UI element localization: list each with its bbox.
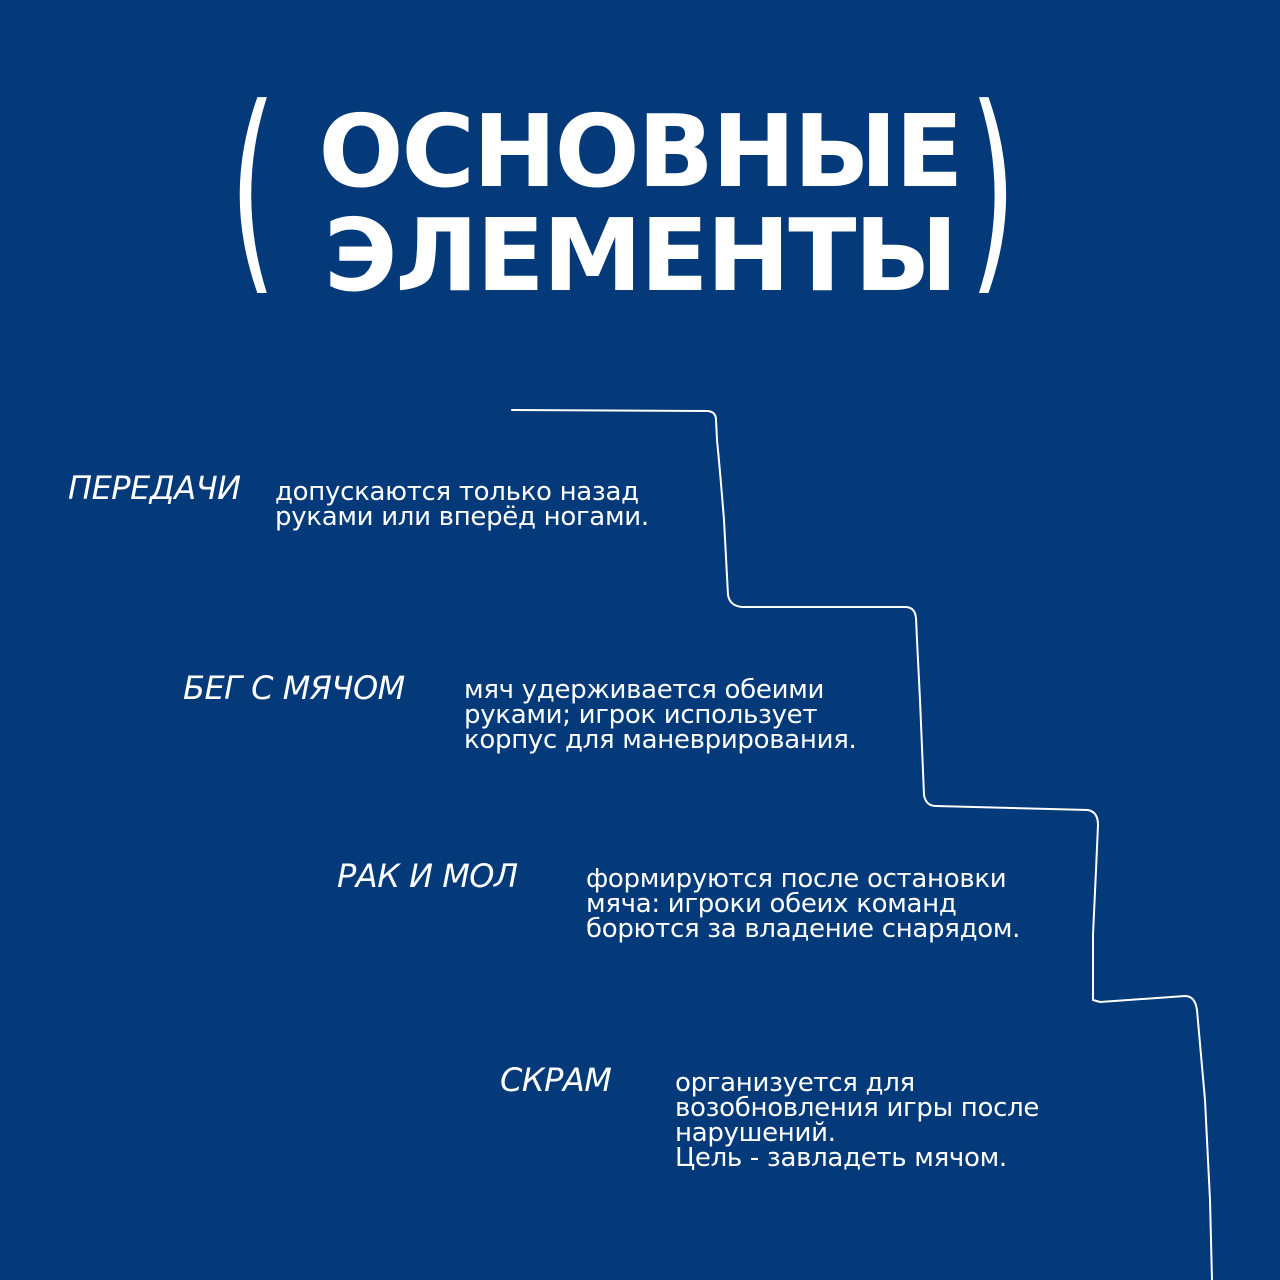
desc-line: Цель - завладеть мячом.	[675, 1143, 1007, 1173]
term-passes: ПЕРЕДАЧИ	[68, 469, 241, 507]
desc-ruck-and-maul	[586, 864, 1021, 944]
desc-line: формируются после остановки	[586, 864, 1007, 894]
desc-passes	[275, 477, 649, 532]
desc-running-with-ball	[464, 675, 857, 755]
desc-scrum	[675, 1068, 1040, 1173]
term-scrum: СКРАМ	[500, 1061, 612, 1099]
term-running-with-ball: БЕГ С МЯЧОМ	[183, 669, 405, 707]
desc-line: корпус для маневрирования.	[464, 725, 857, 755]
term-ruck-and-maul: РАК И МОЛ	[337, 857, 518, 895]
desc-line: мяч удерживается обеими	[464, 675, 825, 705]
desc-line: мяча: игроки обеих команд	[586, 889, 957, 919]
desc-line: нарушений.	[675, 1118, 836, 1148]
title-line-1: ОСНОВНЫЕ	[318, 93, 962, 210]
desc-line: возобновления игры после	[675, 1093, 1040, 1123]
desc-line: допускаются только назад	[275, 477, 639, 507]
desc-line: руками или вперёд ногами.	[275, 502, 649, 532]
title-left-parenthesis: (	[229, 60, 277, 316]
title-line-2: ЭЛЕМЕНТЫ	[323, 197, 957, 314]
desc-line: организуется для	[675, 1068, 915, 1098]
title-right-parenthesis: )	[969, 60, 1017, 316]
desc-line: борются за владение снарядом.	[586, 914, 1021, 944]
desc-line: руками; игрок использует	[464, 700, 818, 730]
